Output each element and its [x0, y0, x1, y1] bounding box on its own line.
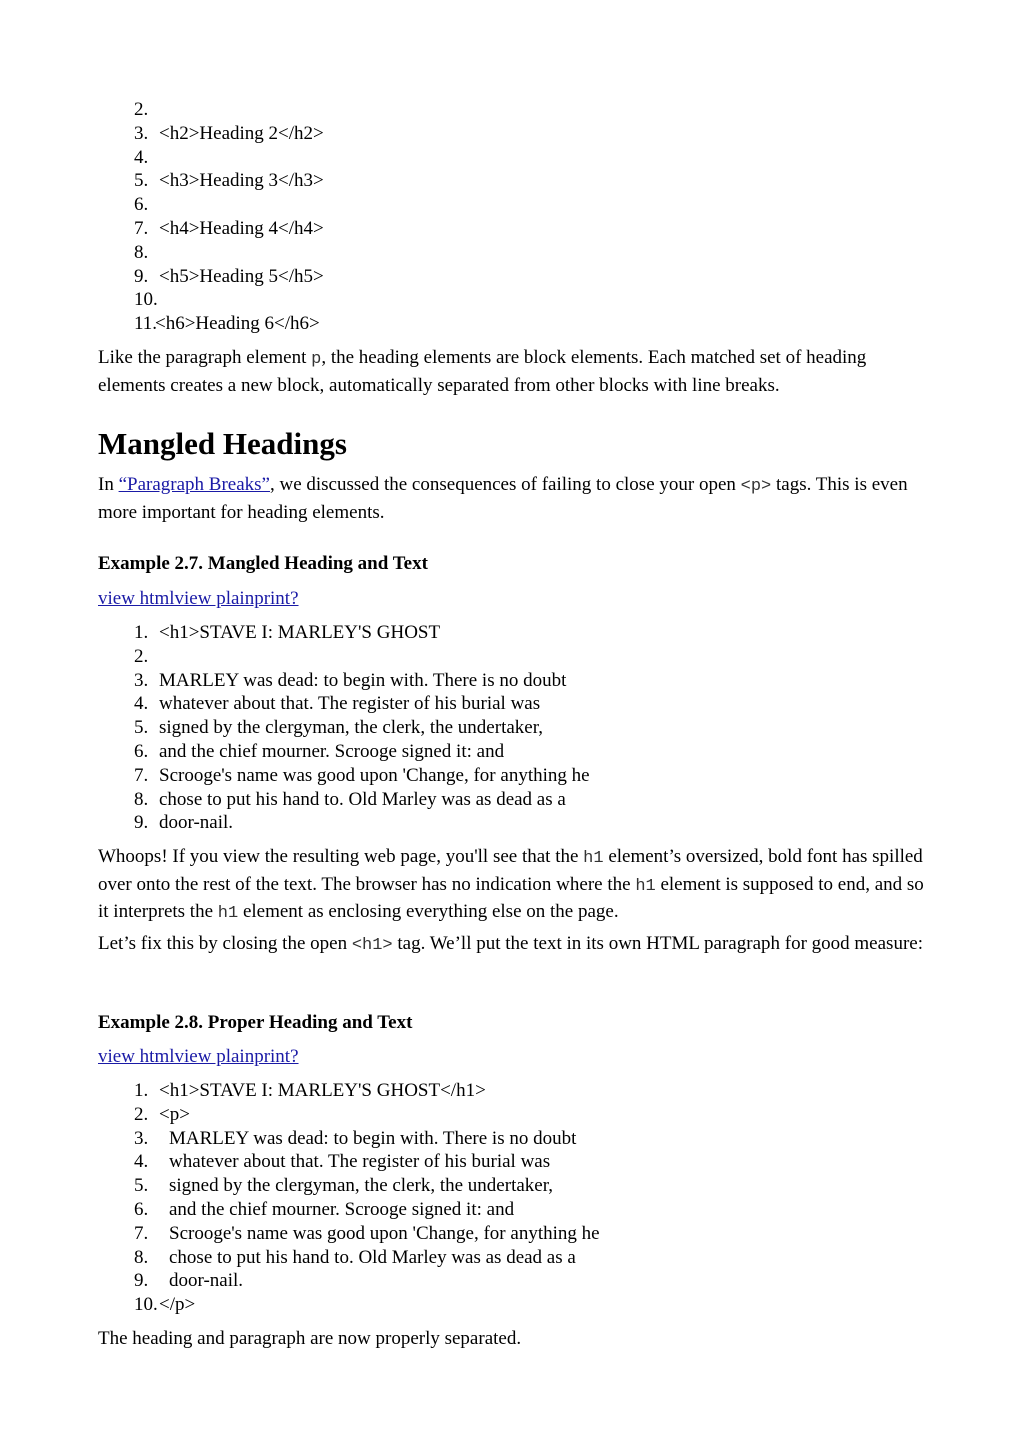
line-text: </p> — [159, 1294, 196, 1316]
line-text: and the chief mourner. Scrooge signed it: and — [159, 740, 505, 762]
inline-code: h1 — [635, 876, 656, 896]
line-text: Scrooge's name was good upon 'Change, for anything he — [159, 764, 590, 786]
paragraph-breaks-link[interactable]: “Paragraph Breaks” — [118, 474, 270, 495]
line-number: 6. — [134, 1198, 149, 1220]
line-number: 8. — [134, 788, 149, 810]
line-number: 11. — [134, 313, 158, 335]
text-run: , we discussed the consequences of failing to close your open — [269, 474, 741, 495]
line-text: and the chief mourner. Scrooge signed it: and — [169, 1198, 515, 1220]
section-heading: Mangled Headings — [98, 426, 347, 461]
paragraph-separated: The heading and paragraph are now properly separated. — [98, 1328, 522, 1349]
line-number: 2. — [134, 645, 149, 667]
line-text: <h1>STAVE I: MARLEY'S GHOST — [159, 622, 441, 643]
line-number: 5. — [134, 717, 149, 739]
line-text: <h3>Heading 3</h3> — [159, 170, 324, 192]
line-text: signed by the clergyman, the clerk, the undertaker, — [159, 717, 544, 739]
inline-code: <p> — [740, 477, 772, 496]
line-number: 4. — [134, 693, 149, 715]
text-run: In — [98, 474, 119, 495]
text-run: tags. This is even more important for heading elements. — [98, 474, 908, 523]
line-number: 4. — [134, 1151, 149, 1173]
line-number: 5. — [134, 170, 149, 192]
line-number: 9. — [134, 265, 149, 287]
line-text: <h6>Heading 6</h6> — [155, 313, 320, 335]
paragraph-block-elements — [98, 345, 928, 398]
line-text: signed by the clergyman, the clerk, the undertaker, — [169, 1175, 554, 1197]
line-text: whatever about that. The register of his burial was — [159, 693, 541, 715]
line-number: 8. — [134, 1246, 149, 1268]
line-number: 6. — [134, 194, 149, 216]
example-2-7-title: Example 2.7. Mangled Heading and Text — [98, 553, 428, 574]
text-run: , the heading elements are block elements. Each matched set of heading elements creates a new block, automatically separated from other blocks with line breaks. — [98, 347, 867, 396]
text-run: Like the paragraph element — [98, 347, 312, 368]
line-text: chose to put his hand to. Old Marley was as dead as a — [169, 1246, 576, 1268]
text-run: element is supposed to end, and so it interprets the — [98, 873, 924, 922]
line-number: 10. — [134, 1294, 158, 1316]
line-text: door-nail. — [159, 812, 234, 834]
line-number: 7. — [134, 1222, 149, 1244]
view-html-link[interactable]: view htmlview plainprint? — [98, 588, 299, 609]
line-text: <p> — [159, 1103, 190, 1125]
line-number: 2. — [134, 99, 149, 120]
line-number: 5. — [134, 1175, 149, 1197]
line-text: door-nail. — [169, 1270, 244, 1292]
text-run: Whoops! If you view the resulting web page, you'll see that the — [98, 846, 584, 867]
line-number: 2. — [134, 1103, 149, 1125]
example-2-8-title: Example 2.8. Proper Heading and Text — [98, 1012, 413, 1033]
line-text: <h5>Heading 5</h5> — [159, 265, 324, 287]
text-run: Let’s fix this by closing the open — [98, 933, 352, 954]
line-text: <h1>STAVE I: MARLEY'S GHOST</h1> — [159, 1080, 486, 1101]
inline-code: h1 — [217, 904, 239, 923]
line-number: 3. — [134, 669, 149, 691]
inline-code: h1 — [583, 849, 604, 868]
paragraph-mangled-intro — [98, 472, 928, 525]
line-number: 7. — [134, 217, 149, 239]
example-2-7-toolbar — [98, 587, 299, 611]
line-text: <h4>Heading 4</h4> — [159, 217, 324, 239]
line-text: MARLEY was dead: to begin with. There is no doubt — [169, 1127, 577, 1149]
example-2-8-toolbar — [98, 1045, 299, 1069]
line-number: 8. — [134, 241, 149, 263]
text-run: tag. We’ll put the text in its own HTML paragraph for good measure: — [392, 933, 923, 954]
line-number: 9. — [134, 812, 149, 834]
line-number: 1. — [134, 622, 149, 643]
line-text: Scrooge's name was good upon 'Change, for anything he — [169, 1222, 600, 1244]
line-text: whatever about that. The register of his burial was — [169, 1151, 551, 1173]
paragraph-lets-fix — [98, 931, 928, 959]
line-number: 9. — [134, 1270, 149, 1292]
inline-code: p — [311, 350, 322, 369]
line-number: 1. — [134, 1080, 149, 1101]
text-run: element’s oversized, bold font has spilled over onto the rest of the text. The browser has no indication where the — [98, 846, 923, 895]
line-text: chose to put his hand to. Old Marley was as dead as a — [159, 788, 566, 810]
line-number: 3. — [134, 1127, 149, 1149]
inline-code: <h1> — [351, 936, 393, 955]
line-number: 6. — [134, 740, 149, 762]
line-number: 7. — [134, 764, 149, 786]
paragraph-whoops — [98, 844, 928, 927]
line-number: 3. — [134, 122, 149, 144]
line-text: <h2>Heading 2</h2> — [159, 122, 324, 144]
line-number: 4. — [134, 146, 149, 168]
line-text: MARLEY was dead: to begin with. There is no doubt — [159, 669, 567, 691]
view-html-link[interactable]: view htmlview plainprint? — [98, 1046, 299, 1067]
line-number: 10. — [134, 289, 158, 311]
text-run: element as enclosing everything else on the page. — [238, 901, 619, 922]
